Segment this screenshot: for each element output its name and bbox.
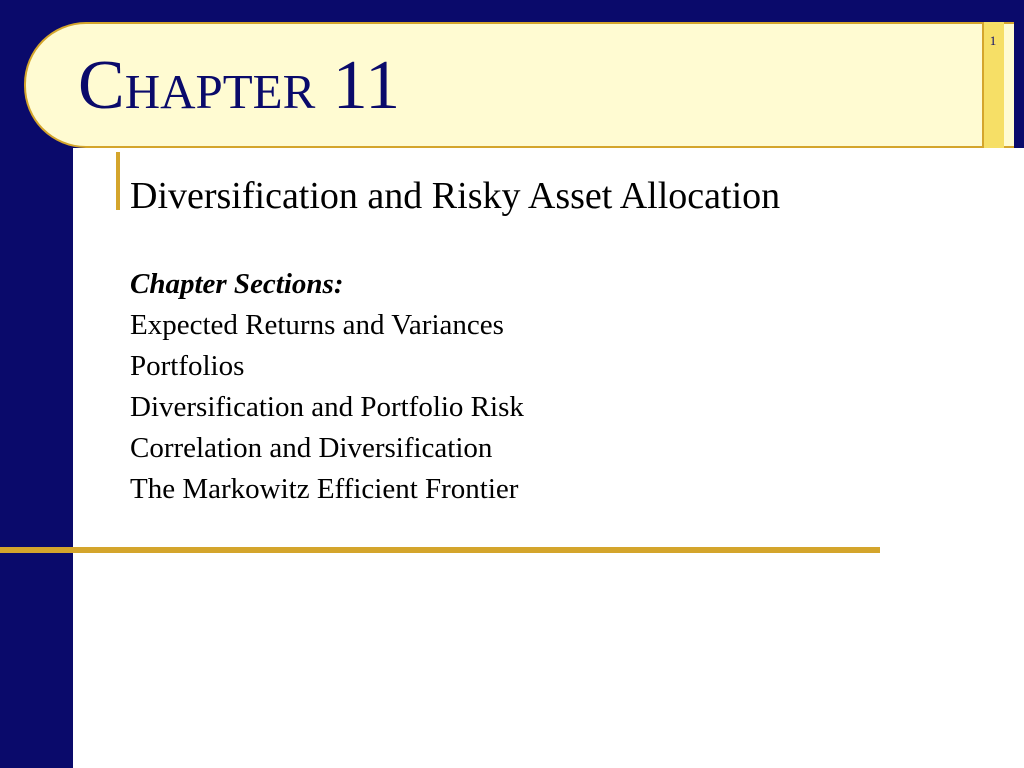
section-item: Expected Returns and Variances (130, 309, 504, 341)
slide-subtitle: Diversification and Risky Asset Allocation (130, 175, 781, 217)
section-item: The Markowitz Efficient Frontier (130, 473, 519, 505)
slide-number: 1 (989, 33, 997, 48)
section-item: Correlation and Diversification (130, 432, 493, 464)
bottom-divider-rule (0, 547, 880, 553)
chapter-sections-list (130, 264, 524, 510)
slide-title: Chapter 11 (78, 47, 401, 124)
section-item: Diversification and Portfolio Risk (130, 391, 524, 423)
section-item: Portfolios (130, 350, 245, 382)
chapter-sections-heading: Chapter Sections: (130, 268, 344, 300)
subtitle-accent-bar (116, 152, 120, 210)
